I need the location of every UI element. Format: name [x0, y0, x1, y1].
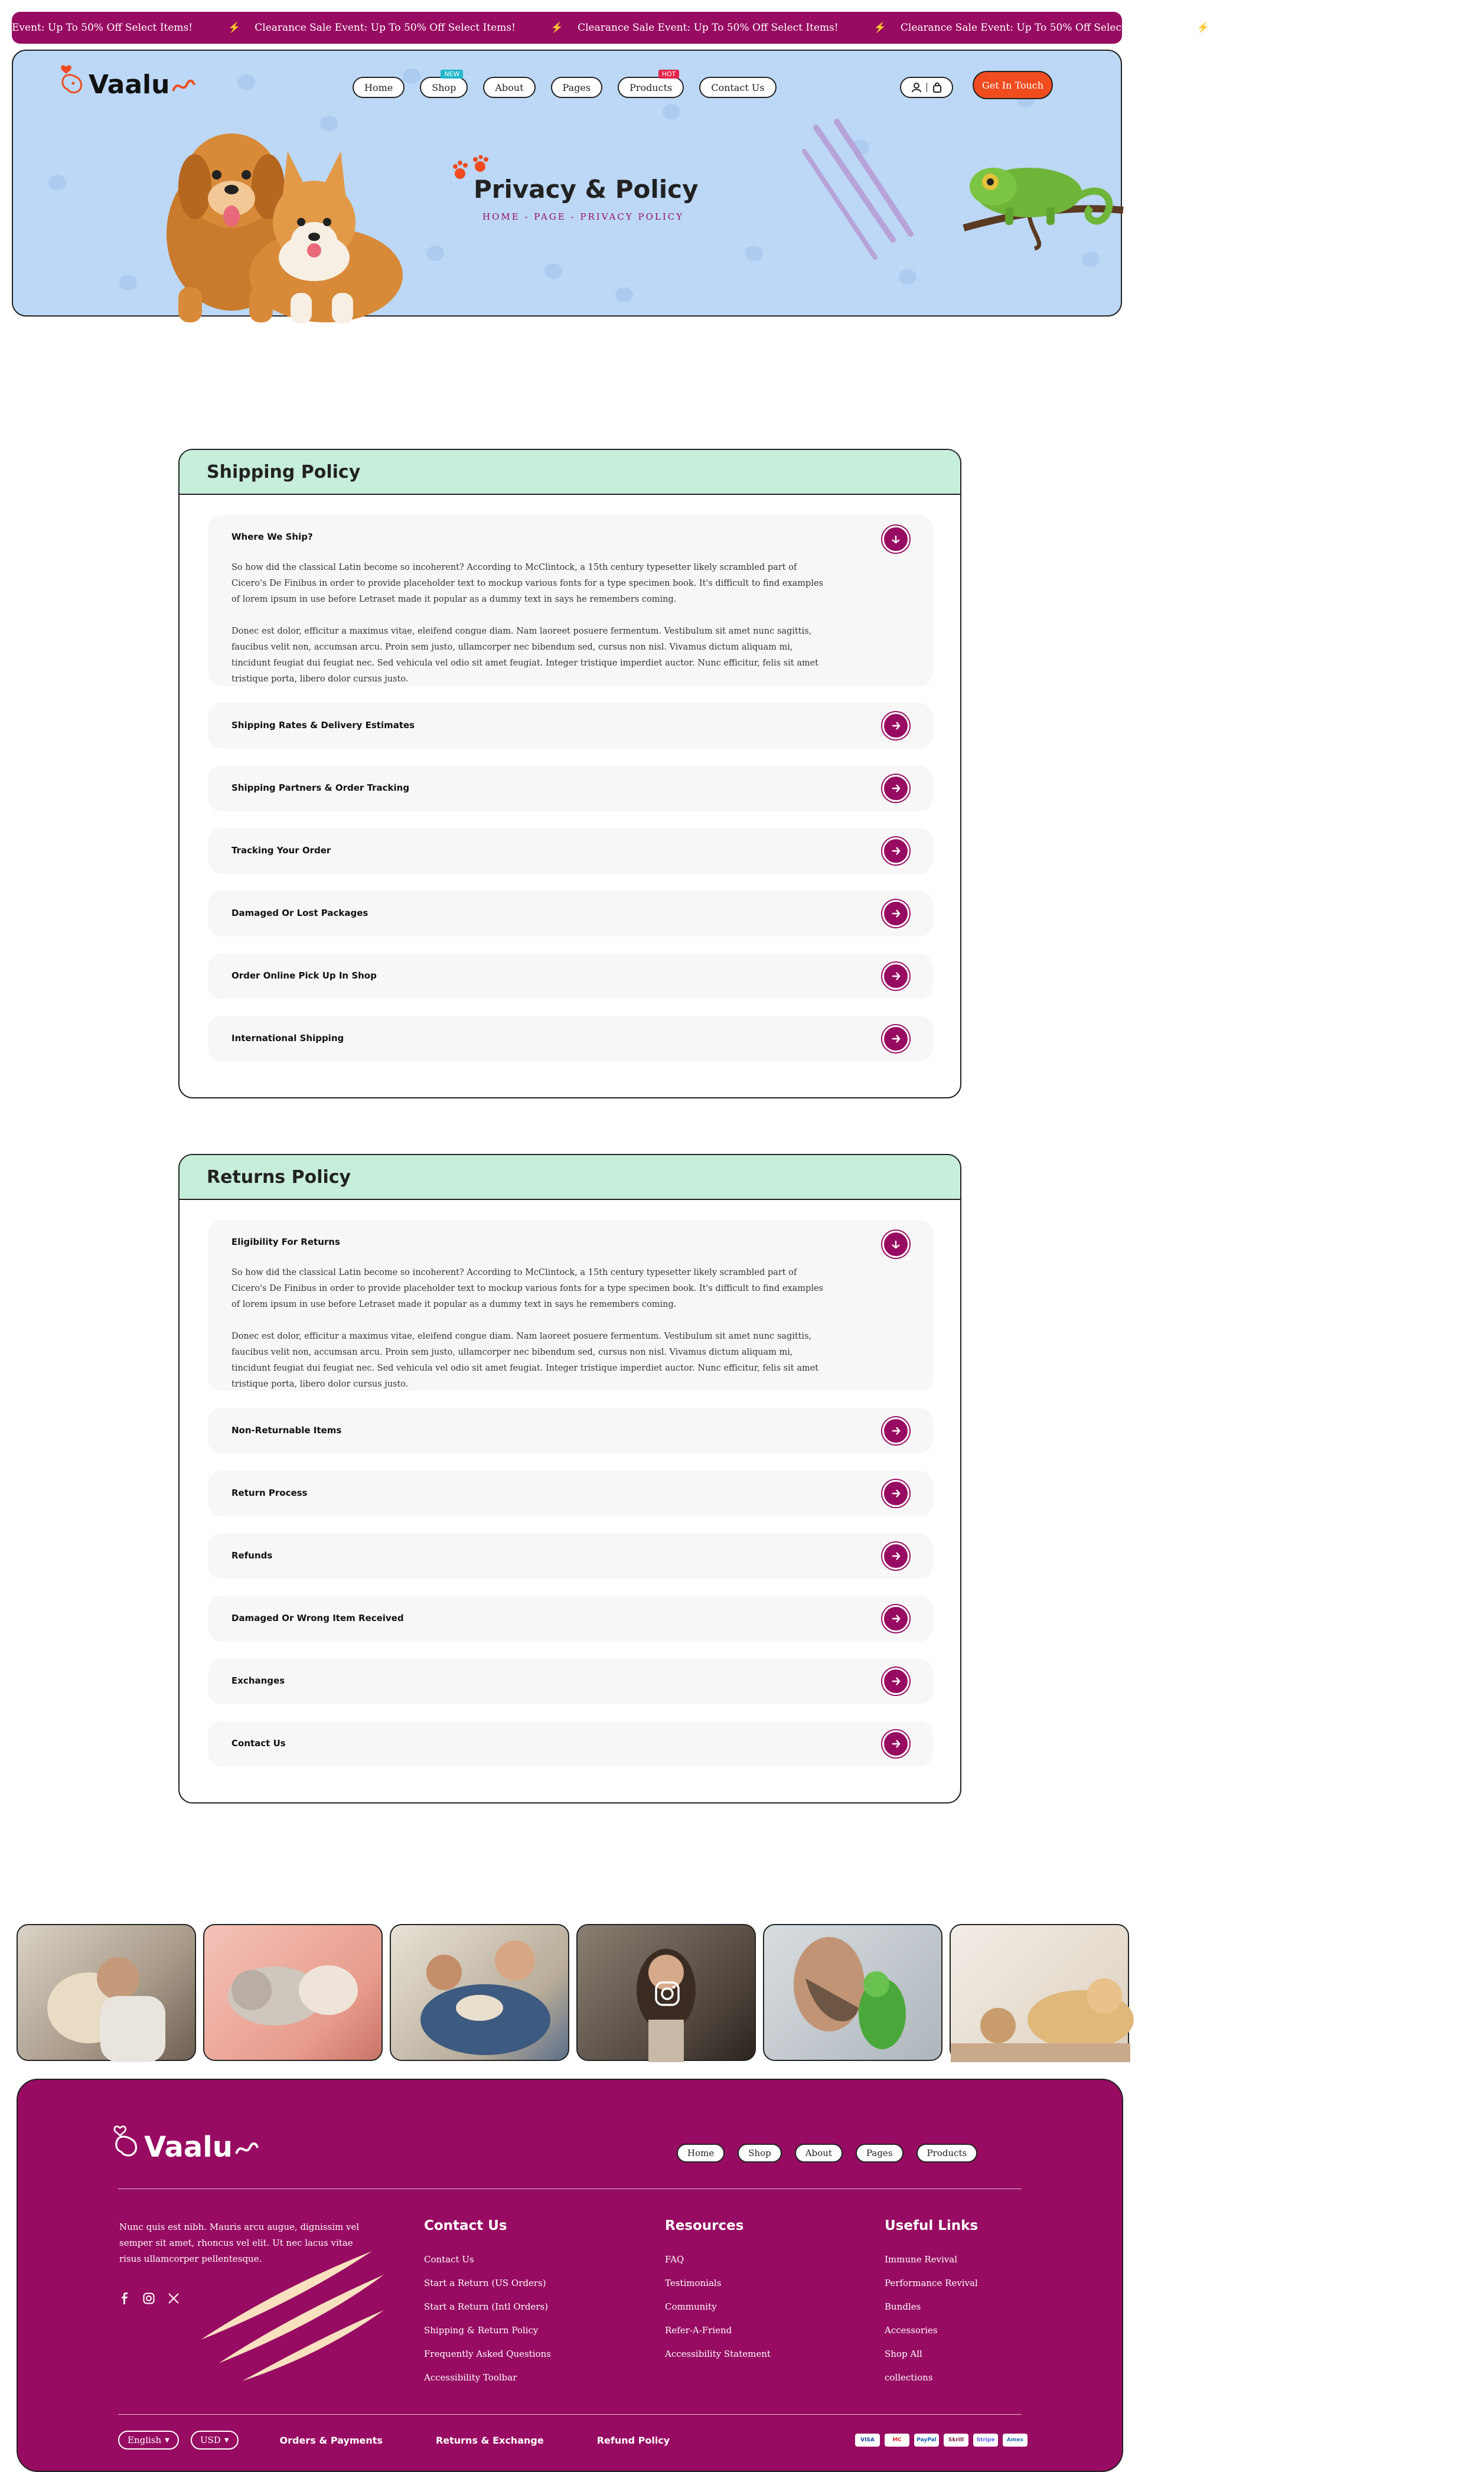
get-in-touch-button[interactable]: Get In Touch [973, 71, 1053, 99]
accordion-paragraph: Donec est dolor, efficitur a maximus vitae, eleifend congue diam. Nam laoreet posuere fermentum. Vestibulum sit amet nunc sagittis, faucibus velit non, accumsan arcu. Proin sem justo, ullamcorper nec bibendum sed, cursus non nisl. Vivamus dictum aliquam mi, tincidunt feugiat dui feugiat nec. Sed vehicula vel odio sit amet feugiat. Integer tristique imperdiet auctor. Nunc efficitur, felis sit amet tristique porta, libero dolor cursus justo. [231, 627, 819, 684]
announcement-ticker [12, 12, 1484, 44]
brand-name: Vaalu [89, 70, 170, 100]
accordion-item[interactable] [208, 1658, 933, 1704]
chevron-down-icon: ▼ [165, 2437, 169, 2444]
brand-swoosh-icon [172, 77, 195, 94]
ticker-item: Clearance Sale Event: Up To 50% Off Select Items! [1223, 22, 1484, 34]
accordion-title: Where We Ship? [231, 531, 313, 542]
accordion-item-open[interactable] [208, 515, 933, 686]
nav-about[interactable] [483, 77, 535, 98]
main-nav [353, 70, 777, 98]
contact-heading: Contact Us [424, 2218, 507, 2233]
footer-nav-home[interactable]: Home [677, 2144, 725, 2163]
language-select[interactable] [118, 2431, 179, 2450]
arrow-right-icon[interactable] [882, 1668, 909, 1695]
accordion-item[interactable] [208, 828, 933, 874]
skrill-icon: Skrill [944, 2434, 968, 2447]
footer-link[interactable]: Accessibility Toolbar [424, 2372, 517, 2383]
nav-products[interactable] [618, 70, 684, 98]
resources-links [665, 2248, 771, 2366]
accordion-item[interactable] [208, 1470, 933, 1517]
shipping-policy-card [178, 449, 961, 1098]
instagram-icon[interactable] [143, 2292, 155, 2304]
accordion-paragraph: So how did the classical Latin become so incoherent? According to McClintock, a 15th century typesetter likely scrambled part of Cicero's De Finibus in order to provide placeholder text to mockup various fonts for a type specimen book. It's difficult to find examples of lorem ipsum in use before Letraset made it popular as a dummy text in says he remembers coming. [231, 1268, 823, 1309]
footer-link[interactable]: Start a Return (US Orders) [424, 2278, 546, 2288]
footer-nav-pages[interactable]: Pages [856, 2144, 904, 2163]
gallery-photo[interactable] [17, 1924, 196, 2061]
payment-methods [855, 2434, 1028, 2447]
nav-shop-label: Shop [432, 81, 456, 93]
footer-link[interactable]: Accessories [885, 2325, 938, 2336]
language-value: English [128, 2435, 162, 2445]
chameleon-image [958, 145, 1123, 252]
arrow-right-icon[interactable] [882, 963, 909, 990]
nav-contact[interactable] [699, 77, 776, 98]
page-title: Privacy & Policy [474, 175, 699, 204]
heart-dog-icon [112, 2124, 142, 2162]
nav-contact-label: Contact Us [711, 81, 765, 93]
claw-marks-icon [195, 2251, 384, 2381]
useful-links [885, 2248, 978, 2389]
footer [17, 2079, 1123, 2472]
breadcrumb: HOME - PAGE - PRIVACY POLICY [482, 211, 684, 222]
returns-policy-card [178, 1154, 961, 1804]
accordion-title: Non-Returnable Items [231, 1425, 342, 1436]
returns-policy-title: Returns Policy [180, 1155, 960, 1200]
nav-home-label: Home [364, 81, 393, 93]
arrow-right-icon[interactable] [882, 1025, 909, 1052]
arrow-right-icon[interactable] [882, 1480, 909, 1507]
accordion-title: International Shipping [231, 1033, 344, 1043]
accordion-title: Eligibility For Returns [231, 1237, 340, 1247]
user-icon[interactable] [911, 82, 922, 93]
orders-payments-link[interactable]: Orders & Payments [279, 2434, 383, 2446]
arrow-right-icon[interactable] [882, 900, 909, 927]
currency-select[interactable] [191, 2431, 239, 2450]
useful-links-heading: Useful Links [885, 2218, 979, 2233]
accordion-paragraph: Donec est dolor, efficitur a maximus vitae, eleifend congue diam. Nam laoreet posuere fermentum. Vestibulum sit amet nunc sagittis, faucibus velit non, accumsan arcu. Proin sem justo, ullamcorper nec bibendum sed, cursus non nisl. Vivamus dictum aliquam mi, tincidunt feugiat dui feugiat nec. Sed vehicula vel odio sit amet feugiat. Integer tristique imperdiet auctor. Nunc efficitur, felis sit amet tristique porta, libero dolor cursus justo. [231, 1332, 819, 1389]
visa-icon: VISA [855, 2434, 880, 2447]
accordion-item[interactable] [208, 1016, 933, 1062]
currency-value: USD [200, 2435, 221, 2445]
gallery-photo[interactable] [950, 1924, 1129, 2061]
footer-logo[interactable] [112, 2122, 259, 2164]
new-badge: NEW [441, 70, 463, 79]
arrow-right-icon[interactable] [882, 837, 909, 865]
nav-products-label: Products [630, 81, 673, 93]
footer-link[interactable]: Start a Return (Intl Orders) [424, 2301, 549, 2312]
accordion-item[interactable] [208, 703, 933, 749]
accordion-title: Damaged Or Wrong Item Received [231, 1613, 404, 1623]
footer-link[interactable]: Community [665, 2301, 717, 2312]
nav-shop[interactable] [420, 70, 468, 98]
refund-policy-link[interactable]: Refund Policy [596, 2434, 670, 2446]
ticker-item: Clearance Sale Event: Up To 50% Off Select Items! [578, 22, 839, 34]
shipping-policy-title: Shipping Policy [180, 450, 960, 495]
accordion-item-open[interactable] [208, 1220, 933, 1391]
chevron-down-icon[interactable] [882, 1231, 909, 1258]
chevron-down-icon[interactable] [882, 526, 909, 553]
footer-link[interactable]: Bundles [885, 2301, 921, 2312]
footer-nav-about[interactable]: About [795, 2144, 843, 2163]
gallery-photo[interactable] [390, 1924, 569, 2061]
dogs-image [155, 116, 485, 334]
footer-link[interactable]: Refer-A-Friend [665, 2325, 732, 2336]
footer-divider [118, 2414, 1022, 2415]
contact-links [424, 2248, 551, 2389]
accordion-item[interactable] [208, 1408, 933, 1454]
accordion-paragraph: So how did the classical Latin become so incoherent? According to McClintock, a 15th century typesetter likely scrambled part of Cicero's De Finibus in order to provide placeholder text to mockup various fonts for a type specimen book. It's difficult to find examples of lorem ipsum in use before Letraset made it popular as a dummy text in says he remembers coming. [231, 563, 823, 604]
nav-pages[interactable] [551, 77, 603, 98]
ticker-item: Event: Up To 50% Off Select Items! [12, 22, 193, 34]
arrow-right-icon[interactable] [882, 1417, 909, 1444]
gallery-photo[interactable] [203, 1924, 383, 2061]
nav-about-label: About [495, 81, 524, 93]
footer-nav-shop[interactable]: Shop [738, 2144, 782, 2163]
hero-banner [12, 50, 1122, 317]
social-links [119, 2292, 180, 2304]
gallery-photo[interactable] [763, 1924, 942, 2061]
accordion-title: Exchanges [231, 1675, 285, 1686]
sparkle-icon: ⚡ [550, 22, 564, 34]
ticker-item: Clearance Sale Event: Up To 50% Off Select Items! [900, 22, 1162, 34]
footer-link[interactable]: Contact Us [424, 2254, 474, 2265]
accordion-title: Shipping Partners & Order Tracking [231, 782, 410, 793]
nav-home[interactable] [353, 77, 405, 98]
footer-bottom-left [118, 2431, 670, 2450]
nav-pages-label: Pages [562, 81, 591, 93]
heart-dog-icon [59, 63, 86, 99]
accordion-body [231, 1265, 828, 1408]
arrow-right-icon[interactable] [882, 775, 909, 802]
facebook-icon[interactable] [119, 2292, 130, 2304]
footer-brand-name: Vaalu [144, 2131, 233, 2164]
stripe-icon: Stripe [973, 2434, 998, 2447]
accordion-body [231, 560, 828, 703]
sparkle-icon: ⚡ [228, 22, 241, 34]
brand-logo[interactable] [59, 61, 195, 100]
arrow-right-icon[interactable] [882, 1605, 909, 1632]
brand-swoosh-icon [235, 2140, 259, 2157]
accordion-title: Contact Us [231, 1738, 286, 1749]
footer-link[interactable]: Immune Revival [885, 2254, 957, 2265]
scratch-marks-icon [804, 122, 922, 263]
accordion-item[interactable] [208, 765, 933, 811]
footer-link[interactable]: FAQ [665, 2254, 684, 2265]
instagram-icon[interactable] [654, 1981, 680, 2007]
accordion-item[interactable] [208, 1721, 933, 1767]
accordion-title: Shipping Rates & Delivery Estimates [231, 720, 415, 730]
footer-link[interactable]: Shipping & Return Policy [424, 2325, 539, 2336]
footer-nav [677, 2144, 977, 2163]
accordion-title: Refunds [231, 1550, 273, 1561]
ticker-item: Clearance Sale Event: Up To 50% Off Select Items! [255, 22, 516, 34]
accordion-title: Return Process [231, 1488, 308, 1498]
footer-link[interactable]: collections [885, 2372, 933, 2383]
accordion-title: Tracking Your Order [231, 845, 331, 856]
sparkle-icon: ⚡ [873, 22, 886, 34]
footer-about-text: Nunc quis est nibh. Mauris arcu augue, dignissim vel semper sit amet, rhoncus vel elit. Ut nec lacus vitae risus ullamcorper pellentesque. [119, 2222, 360, 2264]
footer-link[interactable]: Shop All [885, 2349, 922, 2359]
footer-link[interactable]: Accessibility Statement [665, 2349, 771, 2359]
footer-link[interactable]: Frequently Asked Questions [424, 2349, 551, 2359]
amex-icon: Amex [1003, 2434, 1028, 2447]
footer-link[interactable]: Testimonials [665, 2278, 722, 2288]
accordion-item[interactable] [208, 891, 933, 937]
accordion-item[interactable] [208, 953, 933, 999]
chevron-down-icon: ▼ [224, 2437, 229, 2444]
instagram-gallery [17, 1924, 1129, 2061]
account-cart-group [900, 77, 953, 98]
hot-badge: HOT [658, 70, 680, 79]
arrow-right-icon[interactable] [882, 1730, 909, 1757]
accordion-item[interactable] [208, 1596, 933, 1642]
accordion-title: Order Online Pick Up In Shop [231, 970, 377, 981]
accordion-item[interactable] [208, 1533, 933, 1579]
sparkle-icon: ⚡ [1196, 22, 1209, 34]
returns-exchange-link[interactable]: Returns & Exchange [435, 2434, 544, 2446]
resources-heading: Resources [665, 2218, 744, 2233]
arrow-right-icon[interactable] [882, 712, 909, 739]
gallery-photo[interactable] [576, 1924, 756, 2061]
arrow-right-icon[interactable] [882, 1542, 909, 1570]
paypal-icon: PayPal [914, 2434, 939, 2447]
bag-icon[interactable] [932, 82, 942, 93]
footer-nav-products[interactable]: Products [917, 2144, 978, 2163]
x-twitter-icon[interactable] [168, 2292, 180, 2304]
mastercard-icon: MC [885, 2434, 909, 2447]
accordion-title: Damaged Or Lost Packages [231, 908, 368, 918]
footer-link[interactable]: Performance Revival [885, 2278, 978, 2288]
